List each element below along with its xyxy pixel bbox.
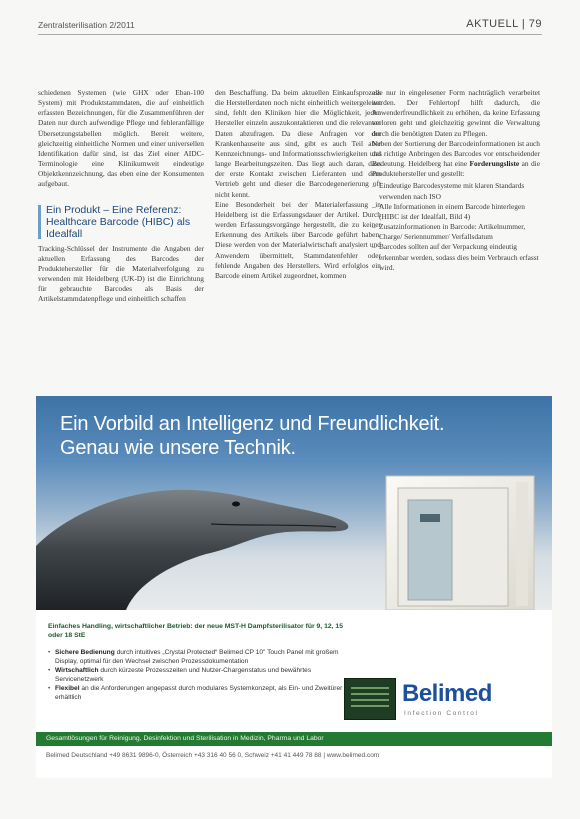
- paragraph-text: an die Produktehersteller und gestellt:: [372, 159, 541, 179]
- ad-lead: Einfaches Handling, wirtschaftlicher Betrieb: der neue MST-H Dampfsterilisator für 9, 12, 15 oder 18 StE: [48, 623, 343, 639]
- ad-feature-item: [48, 666, 348, 684]
- article-paragraph: Eine Besonderheit bei der Materialerfassung in Heidelberg ist die Erfassungsdauer der Artikel. Durch werden Erfassungsvorgänge hergestellt, die zu keiner Erkennung des Artikels über Barcode geführt haben. Diese werden von der Materialwirtschaft analysiert und Anwendern übermittelt, Stammdatenfehler oder fehlende Angaben des Herstellers. Wird erfolglos ein Barcode einem Artikel zugeordnet, kommen: [215, 199, 381, 280]
- article-paragraph: alle nur in eingelesener Form nachträglich verarbeitet werden. Der Fehlertopf hilft dadurch, die Anwenderfreundlichkeit zu erhöhen, da keine Erfassung verloren geht und gleichzeitig gewinnt die Verwaltung durch die benötigten Daten zu Pflegen.: [372, 88, 540, 138]
- feature-text: durch intuitives „Crystal Protected“ Belimed CP 10" Touch Panel mit großem Display, optimal für den Wechsel zwischen Prozessdokumentation: [55, 649, 339, 665]
- emphasis-text: Forderungsliste: [469, 159, 520, 169]
- ad-headline: [60, 412, 444, 460]
- product-thumbnail-icon: [344, 678, 396, 720]
- feature-text: an die Anforderungen angepasst durch modulares Systemkonzept, als Ein- und Zweitürer erhältlich: [55, 685, 343, 701]
- article-paragraph: [372, 139, 540, 180]
- list-item: – Barcodes sollten auf der Verpackung eindeutig erkennbar werden, sodass dies beim Verbrauch erfasst wird.: [372, 242, 540, 272]
- section-heading: Ein Produkt – Eine Referenz: Healthcare Barcode (HIBC) als Idealfall: [38, 204, 204, 240]
- article-column-3: [372, 88, 540, 273]
- feature-title: Wirtschaftlich: [55, 667, 99, 674]
- ad-copy: [48, 622, 348, 702]
- article-paragraph: den Beschaffung. Da beim aktuellen Einkaufsprozess die Herstellerdaten noch nicht einheitlich weitergeleitet sind, fehlt den Kliniken hier die Möglichkeit, jeden Hersteller einzeln auszukontaktieren und die relevanten Daten abzufragen. Da diese Anfragen vor der Krankenhauseite aus sind, gibt es auch Teil aber Kennzeichnungs- und Informationsschwierigkeiten und lange Bearbeitungszeiten. Das liegt auch daran, dass der erste Kontakt zwischen Lieferanten und dem Vertrieb geht und dieser die Barcodegenerierung oft nicht kennt.: [215, 88, 381, 199]
- ad-contact-line: Belimed Deutschland +49 8631 9896-0, Österreich +43 316 40 56 0, Schweiz +41 41 449 78 88 | www.belimed.com: [46, 752, 380, 759]
- ad-feature-item: [48, 684, 348, 702]
- brand-tagline: Infection Control: [404, 710, 479, 717]
- list-item: – Alle Informationen in einem Barcode hinterlegen (HIBC ist der Idealfall, Bild 4): [372, 202, 540, 222]
- article-paragraph: Tracking-Schlüssel der Instrumente die Angaben der aktuellen Erfassung des Barcodes der Produktehersteller für die Materialverfolgung zu verwenden mit Heidelberg (UK-D) ist die Einrichtung für gebrauchte Barcodes als Basis der Artikelstammdatenpflege und einheitlich schaffen: [38, 243, 204, 304]
- ad-photo-dolphin-sterilizer: [36, 396, 552, 610]
- header-divider: [38, 34, 542, 35]
- ad-headline-line: Ein Vorbild an Intelligenz und Freundlichkeit.: [60, 413, 445, 435]
- article-column-1: [38, 88, 204, 305]
- list-item: – Zusatzinformationen in Barcode: Artikelnummer, Charge/ Seriennummer/ Verfallsdatum: [372, 222, 540, 242]
- paragraph-text: Neben der Sortierung der Barcodeinformationen ist auch das richtige Anbringen des Barcodes vor entscheidender Bedeutung. Heidelberg hat eine: [372, 138, 540, 169]
- ad-feature-list: [48, 648, 348, 702]
- journal-issue: Zentralsterilisation 2/2011: [38, 20, 135, 30]
- feature-title: Sichere Bedienung: [55, 649, 115, 656]
- brand-name: Belimed: [402, 680, 492, 707]
- article-column-2: [215, 88, 381, 281]
- article-paragraph: schiedenen Systemen (wie GHX oder Eban-100 System) mit Produktstammdaten, die auf einheitlich erfassten Bezeichnungen, für die Zusammenführen der Daten nur durch aufwendige Pflege und fehleranfällige Übersetzungstabellen möglich. Bereit weitere, gleichzeitig einheitliche Normen und einer universellen Identifikation dafür sind, ist das Ziel einer AIDC-Terminologie eine Klinikumweit eindeutige Objektkennzeichnung, das eben eine der Konsumenten aufgebaut.: [38, 88, 204, 189]
- list-item: – Eindeutige Barcodesysteme mit klaren Standards verwenden nach ISO: [372, 181, 540, 201]
- ad-headline-line: Genau wie unsere Technik.: [60, 437, 296, 459]
- ad-feature-item: [48, 648, 348, 666]
- page-header: [38, 18, 542, 32]
- section-page-number: AKTUELL | 79: [466, 18, 542, 30]
- feature-title: Flexibel: [55, 685, 80, 692]
- feature-text: durch kürzeste Prozesszeiten und Nutzer-Chargenstatus und bewährtes Servicenetzwerk: [55, 667, 312, 683]
- requirements-list: [372, 181, 540, 272]
- ad-green-bar: Gesamtlösungen für Reinigung, Desinfektion und Sterilisation in Medizin, Pharma und Labor: [36, 732, 552, 746]
- belimed-logo: [402, 680, 552, 724]
- advertisement: [36, 396, 552, 778]
